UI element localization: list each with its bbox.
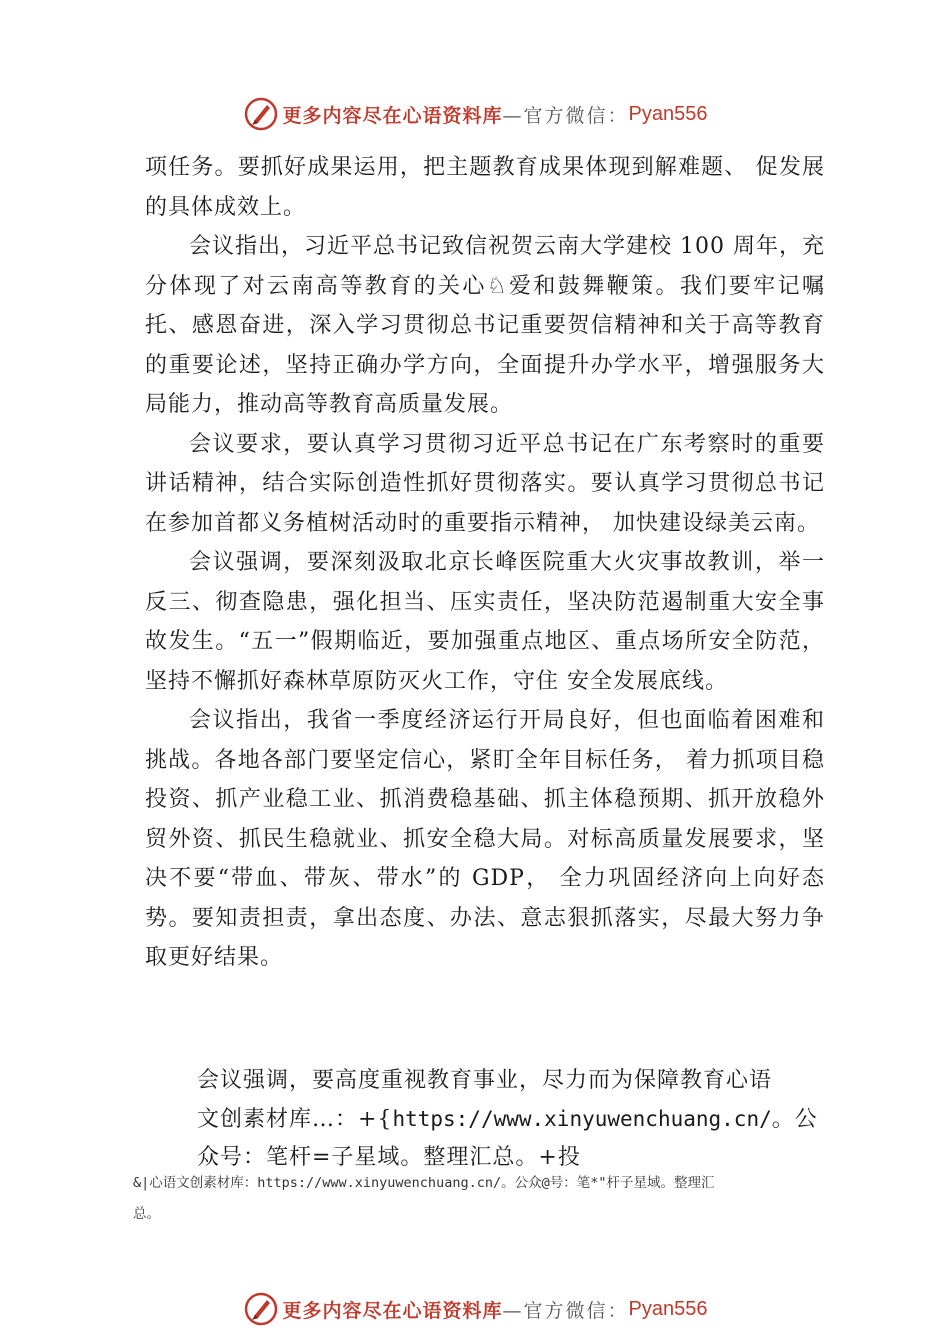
banner-brand-text: 更多内容尽在心语资料库 [282, 1299, 503, 1322]
banner-brand-text: 更多内容尽在心语资料库 [282, 104, 503, 127]
banner-official-text: —官方微信： [502, 104, 629, 127]
brand-logo-icon [243, 1291, 279, 1327]
document-body [145, 148, 825, 978]
education-line-3: 众号：笔杆=子星域。整理汇总。+投 [197, 1145, 581, 1170]
paragraph-economy: 会议指出，我省一季度经济运行开局良好，但也面临着困难和挑战。各地各部门要坚定信心，紧盯全年目标任务， 着力抓项目稳投资、抓产业稳工业、抓消费稳基础、抓主体稳预期、抓开放稳外贸外资、抓民生稳就业、抓安全稳大局。对标高质量发展要求，坚决不要“带血、带灰、带水”的 GDP， 全力巩固经济向上向好态势。要知责担责，拿出态度、办法、意志狠抓落实，尽最大努力争取更好结果。 [145, 708, 825, 970]
banner-wechat-id: Pyan556 [628, 102, 708, 125]
paragraph-yunnan-university: 会议指出，习近平总书记致信祝贺云南大学建校 100 周年，充分体现了对云南高等教育的关心♘爱和鼓舞鞭策。我们要牢记嘱托、感恩奋进，深入学习贯彻总书记重要贺信精神和关于高等教育的重要论述，坚持正确办学方向，全面提升办学水平，增强服务大局能力，推动高等教育高质量发展。 [145, 234, 825, 417]
brand-logo-icon [243, 96, 279, 132]
education-line-1: 会议强调，要高度重视教育事业，尽力而为保障教育心语 [197, 1068, 773, 1093]
paragraph-fire-safety: 会议强调，要深刻汲取北京长峰医院重大火灾事故教训，举一反三、彻查隐患，强化担当、压实责任，坚决防范遏制重大安全事故发生。“五一”假期临近，要加强重点地区、重点场所安全防范，坚持不懈抓好森林草原防灭火工作，守住 安全发展底线。 [145, 550, 825, 694]
education-line-2-suffix: 。公 [771, 1107, 818, 1132]
paragraph-continuation: 项任务。要抓好成果运用，把主题教育成果体现到解难题、 促发展的具体成效上。 [145, 155, 825, 220]
footnote-line-1: &|心语文创素材库：https://www.xinyuwenchuang.cn/。公众@号：笔*"杆子星域。整理汇 [133, 1175, 715, 1191]
footnote [133, 1168, 833, 1230]
education-line-2-prefix: 文创素材库…：+{ [197, 1107, 393, 1132]
footnote-line-2: 总。 [133, 1206, 160, 1222]
header-banner [0, 96, 950, 132]
paragraph-education [197, 1062, 837, 1177]
footer-banner [0, 1291, 950, 1327]
education-line-2-url: https://www.xinyuwenchuang.cn/ [392, 1107, 772, 1131]
banner-official-text: —官方微信： [502, 1299, 629, 1322]
banner-wechat-id: Pyan556 [628, 1297, 708, 1320]
education-line-2 [197, 1100, 837, 1139]
paragraph-guangdong-inspection: 会议要求，要认真学习贯彻习近平总书记在广东考察时的重要讲话精神，结合实际创造性抓好贯彻落实。要认真学习贯彻总书记在参加首都义务植树活动时的重要指示精神， 加快建设绿美云南。 [145, 431, 825, 536]
